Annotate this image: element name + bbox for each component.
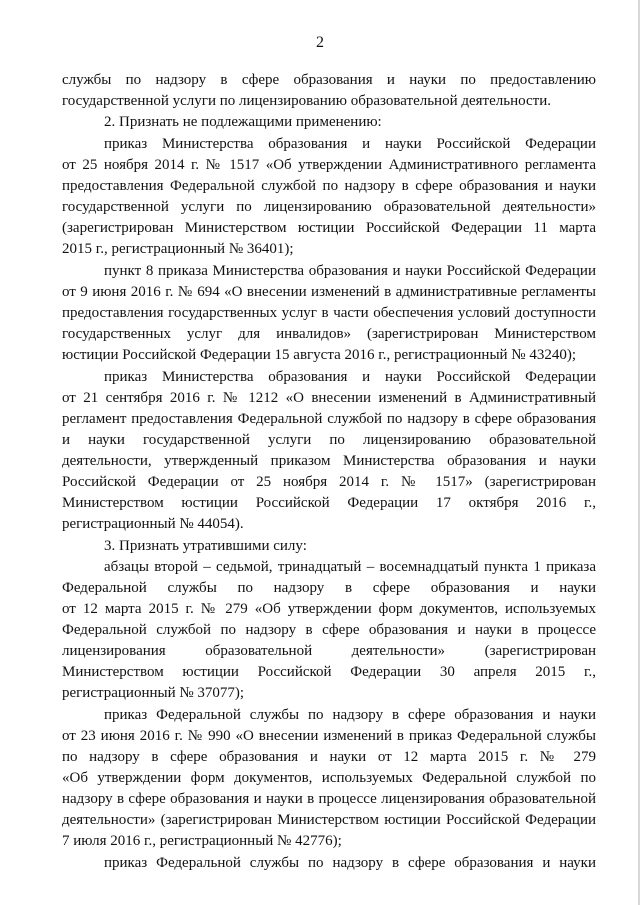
text-line: предоставления государственных услуг в части обеспечения условий доступности [62, 305, 596, 321]
text-line: приказ Министерства образования и науки Российской Федерации [104, 136, 596, 152]
text-line: от 9 июня 2016 г. № 694 «О внесении изменений в административные регламенты [62, 284, 596, 300]
text-line: предоставления Федеральной службой по надзору в сфере образования и науки [62, 178, 596, 194]
text-line: от 23 июня 2016 г. № 990 «О внесении изменений в приказ Федеральной службы [62, 728, 596, 744]
text-line: регистрационный № 44054). [62, 516, 244, 532]
section-heading: 3. Признать утратившими силу: [104, 538, 307, 554]
text-line: деятельности, утвержденный приказом Министерства образования и науки [62, 453, 596, 469]
text-line: государственных услуг для инвалидов» (зарегистрирован Министерством [62, 326, 596, 342]
text-line: Министерством юстиции Российской Федерации 17 октября 2016 г., [62, 495, 596, 511]
text-line: государственной услуги по лицензированию образовательной деятельности» [62, 199, 596, 215]
text-line: юстиции Российской Федерации 15 августа 2016 г., регистрационный № 43240); [62, 347, 577, 363]
text-line: лицензирования образовательной деятельности» (зарегистрирован [62, 643, 596, 659]
text-line: Федеральной службы по надзору в сфере образования и науки [62, 580, 596, 596]
text-line: пункт 8 приказа Министерства образования и науки Российской Федерации [104, 263, 596, 279]
page-number: 2 [316, 34, 324, 51]
text-line: 7 июля 2016 г., регистрационный № 42776); [62, 833, 342, 849]
text-line: Федеральной службой по надзору в сфере образования и науки в процессе [62, 622, 596, 638]
text-line: Российской Федерации от 25 ноября 2014 г. № 1517» (зарегистрирован [62, 474, 596, 490]
text-line: и науки государственной услуги по лицензированию образовательной [62, 432, 596, 448]
section-heading: 2. Признать не подлежащими применению: [104, 114, 382, 130]
text-line: приказ Федеральной службы по надзору в сфере образования и науки [104, 707, 596, 723]
text-line: службы по надзору в сфере образования и науки по предоставлению [62, 72, 596, 88]
text-line: деятельности» (зарегистрирован Министерством юстиции Российской Федерации [62, 812, 596, 828]
text-line: приказ Министерства образования и науки Российской Федерации [104, 369, 596, 385]
text-line: по надзору в сфере образования и науки от 12 марта 2015 г. № 279 [62, 749, 596, 765]
text-line: регламент предоставления Федеральной службой по надзору в сфере образования [62, 411, 596, 427]
text-line: абзацы второй – седьмой, тринадцатый – восемнадцатый пункта 1 приказа [104, 559, 596, 575]
text-line: (зарегистрирован Министерством юстиции Российской Федерации 11 марта [62, 220, 596, 236]
text-line: «Об утверждении форм документов, используемых Федеральной службой по [62, 770, 596, 786]
text-line: регистрационный № 37077); [62, 685, 245, 701]
text-line: от 12 марта 2015 г. № 279 «Об утверждении форм документов, используемых [62, 601, 596, 617]
text-line: приказ Федеральной службы по надзору в сфере образования и науки [104, 855, 596, 871]
text-line: 2015 г., регистрационный № 36401); [62, 241, 294, 257]
text-line: Министерством юстиции Российской Федерации 30 апреля 2015 г., [62, 664, 596, 680]
text-line: надзору в сфере образования и науки в процессе лицензирования образовательной [62, 791, 596, 807]
text-line: от 21 сентября 2016 г. № 1212 «О внесении изменений в Административный [62, 390, 596, 406]
text-line: от 25 ноября 2014 г. № 1517 «Об утверждении Административного регламента [62, 157, 596, 173]
text-line: государственной услуги по лицензированию образовательной деятельности. [62, 93, 551, 109]
